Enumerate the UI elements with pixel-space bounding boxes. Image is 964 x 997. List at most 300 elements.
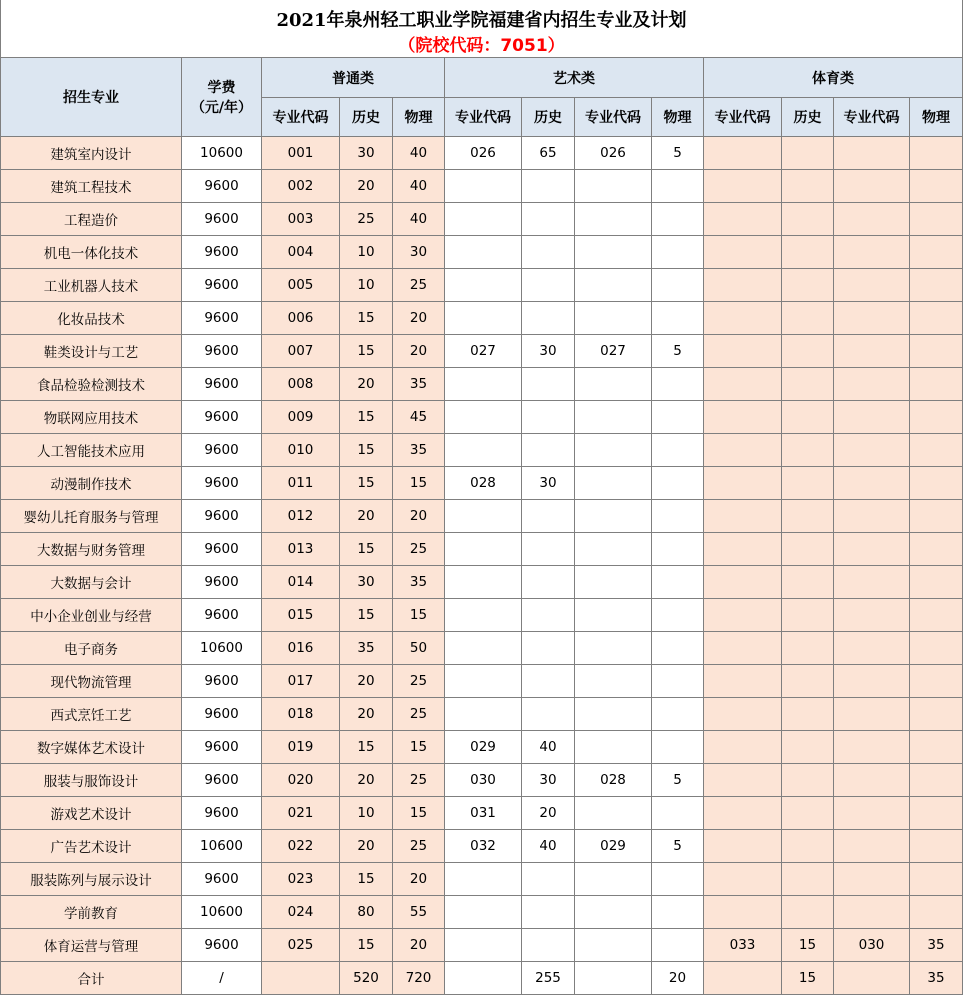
sports-physics-cell xyxy=(910,236,963,269)
general-physics-cell: 40 xyxy=(393,137,445,170)
art-code-physics-cell xyxy=(575,269,652,302)
major-name-cell: 大数据与财务管理 xyxy=(1,533,182,566)
sports-history-cell xyxy=(782,764,834,797)
sports-physics-cell xyxy=(910,665,963,698)
sports-code-history-cell xyxy=(704,434,782,467)
sports-code-physics-cell xyxy=(834,236,910,269)
art-history-cell xyxy=(522,269,575,302)
major-name-cell: 中小企业创业与经营 xyxy=(1,599,182,632)
sports-code-history-cell xyxy=(704,302,782,335)
general-code-cell: 018 xyxy=(262,698,340,731)
art-code-history-cell xyxy=(445,269,522,302)
header-sub: 历史 xyxy=(782,98,834,137)
sports-code-physics-cell xyxy=(834,434,910,467)
art-code-physics-cell xyxy=(575,236,652,269)
art-code-history-cell xyxy=(445,236,522,269)
tuition-fee-cell: 10600 xyxy=(182,137,262,170)
general-code-cell: 016 xyxy=(262,632,340,665)
sports-code-physics-cell xyxy=(834,665,910,698)
art-physics-cell xyxy=(652,566,704,599)
general-physics-cell: 35 xyxy=(393,434,445,467)
sports-physics-cell xyxy=(910,698,963,731)
header-sub: 专业代码 xyxy=(262,98,340,137)
art-code-physics-cell xyxy=(575,170,652,203)
general-code-cell: 015 xyxy=(262,599,340,632)
general-physics-cell: 25 xyxy=(393,698,445,731)
sports-history-cell xyxy=(782,797,834,830)
general-history-cell: 25 xyxy=(340,203,393,236)
art-history-cell xyxy=(522,236,575,269)
sports-code-physics-cell xyxy=(834,335,910,368)
major-name-cell: 机电一体化技术 xyxy=(1,236,182,269)
sports-code-physics-cell xyxy=(834,896,910,929)
general-history-cell: 20 xyxy=(340,698,393,731)
table-row xyxy=(1,500,963,533)
general-physics-cell: 50 xyxy=(393,632,445,665)
sports-code-physics-cell xyxy=(834,566,910,599)
art-code-history-cell xyxy=(445,632,522,665)
sports-code-history-cell xyxy=(704,170,782,203)
major-name-cell: 化妆品技术 xyxy=(1,302,182,335)
art-code-physics-cell: 027 xyxy=(575,335,652,368)
sports-history-cell xyxy=(782,731,834,764)
general-physics-cell: 30 xyxy=(393,236,445,269)
art-history-cell: 65 xyxy=(522,137,575,170)
general-history-cell: 30 xyxy=(340,566,393,599)
sports-history-cell xyxy=(782,170,834,203)
general-history-cell: 15 xyxy=(340,467,393,500)
sports-physics-cell: 35 xyxy=(910,962,963,995)
major-name-cell: 服装与服饰设计 xyxy=(1,764,182,797)
art-code-physics-cell xyxy=(575,665,652,698)
art-code-history-cell: 029 xyxy=(445,731,522,764)
table-row xyxy=(1,566,963,599)
major-name-cell: 工程造价 xyxy=(1,203,182,236)
sports-code-history-cell xyxy=(704,797,782,830)
art-code-history-cell: 028 xyxy=(445,467,522,500)
art-history-cell xyxy=(522,929,575,962)
art-history-cell: 30 xyxy=(522,764,575,797)
art-physics-cell xyxy=(652,797,704,830)
sports-physics-cell xyxy=(910,764,963,797)
general-physics-cell: 20 xyxy=(393,335,445,368)
general-physics-cell: 20 xyxy=(393,863,445,896)
tuition-fee-cell: 9600 xyxy=(182,731,262,764)
general-code-cell: 008 xyxy=(262,368,340,401)
sports-code-physics-cell xyxy=(834,698,910,731)
header-sub: 专业代码 xyxy=(704,98,782,137)
sports-physics-cell xyxy=(910,830,963,863)
art-code-physics-cell xyxy=(575,797,652,830)
general-history-cell: 15 xyxy=(340,533,393,566)
art-physics-cell xyxy=(652,236,704,269)
table-row xyxy=(1,368,963,401)
tuition-fee-cell: 9600 xyxy=(182,170,262,203)
art-code-physics-cell xyxy=(575,896,652,929)
general-history-cell: 15 xyxy=(340,434,393,467)
general-history-cell: 20 xyxy=(340,368,393,401)
sports-history-cell: 15 xyxy=(782,962,834,995)
art-code-physics-cell xyxy=(575,698,652,731)
tuition-fee-cell: 9600 xyxy=(182,401,262,434)
art-code-history-cell xyxy=(445,401,522,434)
table-row xyxy=(1,632,963,665)
art-code-physics-cell xyxy=(575,368,652,401)
sports-code-history-cell xyxy=(704,500,782,533)
general-history-cell: 20 xyxy=(340,665,393,698)
sports-physics-cell xyxy=(910,863,963,896)
title-block xyxy=(0,0,963,57)
sports-code-physics-cell: 030 xyxy=(834,929,910,962)
header-row-groups xyxy=(1,58,963,98)
art-physics-cell xyxy=(652,896,704,929)
header-fee xyxy=(182,58,262,137)
header-sub: 历史 xyxy=(522,98,575,137)
general-physics-cell: 20 xyxy=(393,500,445,533)
tuition-fee-cell: 9600 xyxy=(182,863,262,896)
art-code-physics-cell: 028 xyxy=(575,764,652,797)
tuition-fee-cell: 9600 xyxy=(182,335,262,368)
sports-history-cell xyxy=(782,599,834,632)
general-code-cell: 007 xyxy=(262,335,340,368)
general-physics-cell: 25 xyxy=(393,269,445,302)
sports-code-history-cell xyxy=(704,335,782,368)
art-history-cell xyxy=(522,896,575,929)
art-history-cell: 30 xyxy=(522,467,575,500)
sports-history-cell xyxy=(782,203,834,236)
sports-code-history-cell xyxy=(704,764,782,797)
sports-physics-cell xyxy=(910,434,963,467)
art-physics-cell: 5 xyxy=(652,137,704,170)
art-code-physics-cell xyxy=(575,533,652,566)
sports-code-history-cell xyxy=(704,269,782,302)
general-history-cell: 35 xyxy=(340,632,393,665)
sports-code-physics-cell xyxy=(834,203,910,236)
art-code-physics-cell xyxy=(575,434,652,467)
general-code-cell: 017 xyxy=(262,665,340,698)
general-physics-cell: 25 xyxy=(393,533,445,566)
sports-code-physics-cell xyxy=(834,797,910,830)
table-row xyxy=(1,830,963,863)
tuition-fee-cell: 9600 xyxy=(182,236,262,269)
table-row xyxy=(1,797,963,830)
sports-code-history-cell xyxy=(704,731,782,764)
art-code-physics-cell xyxy=(575,467,652,500)
sports-physics-cell xyxy=(910,335,963,368)
art-history-cell: 30 xyxy=(522,335,575,368)
header-major: 招生专业 xyxy=(1,58,182,137)
tuition-fee-cell: 10600 xyxy=(182,830,262,863)
sports-code-history-cell xyxy=(704,665,782,698)
table-row xyxy=(1,236,963,269)
tuition-fee-cell: 9600 xyxy=(182,764,262,797)
sports-code-history-cell xyxy=(704,203,782,236)
sports-code-history-cell xyxy=(704,962,782,995)
art-code-physics-cell xyxy=(575,566,652,599)
general-code-cell: 022 xyxy=(262,830,340,863)
general-history-cell: 15 xyxy=(340,335,393,368)
tuition-fee-cell: 9600 xyxy=(182,269,262,302)
table-row xyxy=(1,698,963,731)
art-code-history-cell xyxy=(445,863,522,896)
general-code-cell: 021 xyxy=(262,797,340,830)
tuition-fee-cell: 9600 xyxy=(182,434,262,467)
sports-code-history-cell xyxy=(704,599,782,632)
general-code-cell: 012 xyxy=(262,500,340,533)
sports-history-cell xyxy=(782,137,834,170)
art-physics-cell xyxy=(652,170,704,203)
sports-physics-cell xyxy=(910,269,963,302)
art-code-physics-cell: 029 xyxy=(575,830,652,863)
sports-code-history-cell xyxy=(704,830,782,863)
art-history-cell: 255 xyxy=(522,962,575,995)
header-sub: 物理 xyxy=(910,98,963,137)
general-code-cell: 025 xyxy=(262,929,340,962)
major-name-cell: 数字媒体艺术设计 xyxy=(1,731,182,764)
sports-physics-cell xyxy=(910,170,963,203)
art-history-cell xyxy=(522,665,575,698)
art-code-history-cell: 027 xyxy=(445,335,522,368)
tuition-fee-cell: 9600 xyxy=(182,467,262,500)
general-physics-cell: 35 xyxy=(393,566,445,599)
art-history-cell xyxy=(522,632,575,665)
table-row xyxy=(1,863,963,896)
sports-physics-cell xyxy=(910,533,963,566)
major-name-cell: 电子商务 xyxy=(1,632,182,665)
general-code-cell: 004 xyxy=(262,236,340,269)
art-physics-cell xyxy=(652,302,704,335)
art-history-cell xyxy=(522,170,575,203)
art-history-cell xyxy=(522,533,575,566)
sports-code-history-cell xyxy=(704,533,782,566)
general-physics-cell: 25 xyxy=(393,665,445,698)
art-code-history-cell xyxy=(445,665,522,698)
tuition-fee-cell: 10600 xyxy=(182,896,262,929)
sports-history-cell xyxy=(782,830,834,863)
tuition-fee-cell: / xyxy=(182,962,262,995)
art-physics-cell xyxy=(652,500,704,533)
sports-history-cell xyxy=(782,236,834,269)
table-row xyxy=(1,203,963,236)
general-code-cell: 009 xyxy=(262,401,340,434)
art-physics-cell xyxy=(652,401,704,434)
general-code-cell: 014 xyxy=(262,566,340,599)
general-code-cell: 002 xyxy=(262,170,340,203)
sports-history-cell xyxy=(782,698,834,731)
art-history-cell xyxy=(522,500,575,533)
art-code-history-cell xyxy=(445,566,522,599)
art-code-physics-cell xyxy=(575,929,652,962)
sports-code-physics-cell xyxy=(834,170,910,203)
art-code-history-cell xyxy=(445,962,522,995)
header-fee-line2: （元/年） xyxy=(190,100,253,116)
table-row xyxy=(1,533,963,566)
general-code-cell xyxy=(262,962,340,995)
general-history-cell: 520 xyxy=(340,962,393,995)
general-history-cell: 10 xyxy=(340,269,393,302)
sports-code-history-cell xyxy=(704,401,782,434)
general-physics-cell: 720 xyxy=(393,962,445,995)
sports-code-physics-cell xyxy=(834,962,910,995)
sports-physics-cell xyxy=(910,467,963,500)
art-code-physics-cell xyxy=(575,632,652,665)
header-fee-line1: 学费 xyxy=(207,80,236,96)
sports-code-physics-cell xyxy=(834,302,910,335)
general-history-cell: 15 xyxy=(340,302,393,335)
art-code-history-cell xyxy=(445,302,522,335)
art-physics-cell xyxy=(652,368,704,401)
art-history-cell xyxy=(522,302,575,335)
general-physics-cell: 15 xyxy=(393,731,445,764)
major-name-cell: 建筑工程技术 xyxy=(1,170,182,203)
general-physics-cell: 45 xyxy=(393,401,445,434)
art-physics-cell xyxy=(652,434,704,467)
sports-physics-cell xyxy=(910,137,963,170)
art-code-physics-cell xyxy=(575,401,652,434)
sports-physics-cell xyxy=(910,203,963,236)
table-row xyxy=(1,137,963,170)
tuition-fee-cell: 9600 xyxy=(182,698,262,731)
tuition-fee-cell: 9600 xyxy=(182,203,262,236)
sports-physics-cell xyxy=(910,896,963,929)
header-sub: 物理 xyxy=(652,98,704,137)
sports-code-history-cell xyxy=(704,698,782,731)
art-code-history-cell: 026 xyxy=(445,137,522,170)
general-physics-cell: 15 xyxy=(393,797,445,830)
art-history-cell xyxy=(522,401,575,434)
general-physics-cell: 20 xyxy=(393,929,445,962)
sports-physics-cell xyxy=(910,302,963,335)
general-physics-cell: 15 xyxy=(393,599,445,632)
art-history-cell xyxy=(522,863,575,896)
sports-history-cell xyxy=(782,533,834,566)
general-code-cell: 001 xyxy=(262,137,340,170)
art-history-cell: 20 xyxy=(522,797,575,830)
art-code-history-cell xyxy=(445,500,522,533)
major-name-cell: 游戏艺术设计 xyxy=(1,797,182,830)
general-code-cell: 005 xyxy=(262,269,340,302)
general-history-cell: 15 xyxy=(340,731,393,764)
art-history-cell xyxy=(522,434,575,467)
general-history-cell: 15 xyxy=(340,599,393,632)
tuition-fee-cell: 9600 xyxy=(182,500,262,533)
total-row xyxy=(1,962,963,995)
art-physics-cell xyxy=(652,731,704,764)
art-code-physics-cell: 026 xyxy=(575,137,652,170)
general-physics-cell: 55 xyxy=(393,896,445,929)
general-physics-cell: 35 xyxy=(393,368,445,401)
general-code-cell: 003 xyxy=(262,203,340,236)
page-title: 2021年泉州轻工职业学院福建省内招生专业及计划 xyxy=(276,10,687,31)
art-code-physics-cell xyxy=(575,863,652,896)
general-physics-cell: 15 xyxy=(393,467,445,500)
sports-history-cell xyxy=(782,566,834,599)
sports-history-cell xyxy=(782,269,834,302)
table-row xyxy=(1,665,963,698)
tuition-fee-cell: 9600 xyxy=(182,302,262,335)
general-history-cell: 15 xyxy=(340,863,393,896)
art-code-physics-cell xyxy=(575,731,652,764)
general-code-cell: 013 xyxy=(262,533,340,566)
sports-history-cell xyxy=(782,665,834,698)
header-group-general: 普通类 xyxy=(262,58,445,98)
art-code-history-cell xyxy=(445,929,522,962)
major-name-cell: 婴幼儿托育服务与管理 xyxy=(1,500,182,533)
sports-physics-cell xyxy=(910,731,963,764)
art-code-physics-cell xyxy=(575,500,652,533)
sports-history-cell xyxy=(782,863,834,896)
major-name-cell: 动漫制作技术 xyxy=(1,467,182,500)
sports-code-physics-cell xyxy=(834,731,910,764)
general-physics-cell: 25 xyxy=(393,830,445,863)
sports-history-cell xyxy=(782,434,834,467)
table-row xyxy=(1,929,963,962)
general-code-cell: 011 xyxy=(262,467,340,500)
general-physics-cell: 25 xyxy=(393,764,445,797)
table-row xyxy=(1,467,963,500)
header-sub: 专业代码 xyxy=(575,98,652,137)
sports-history-cell xyxy=(782,401,834,434)
art-history-cell xyxy=(522,368,575,401)
sports-history-cell: 15 xyxy=(782,929,834,962)
major-name-cell: 大数据与会计 xyxy=(1,566,182,599)
major-name-cell: 食品检验检测技术 xyxy=(1,368,182,401)
tuition-fee-cell: 9600 xyxy=(182,665,262,698)
sports-code-physics-cell xyxy=(834,599,910,632)
general-code-cell: 023 xyxy=(262,863,340,896)
table-row xyxy=(1,302,963,335)
major-name-cell: 人工智能技术应用 xyxy=(1,434,182,467)
major-name-cell: 学前教育 xyxy=(1,896,182,929)
general-code-cell: 010 xyxy=(262,434,340,467)
general-history-cell: 15 xyxy=(340,929,393,962)
sports-history-cell xyxy=(782,896,834,929)
tuition-fee-cell: 9600 xyxy=(182,368,262,401)
table-row xyxy=(1,170,963,203)
enrollment-plan-table xyxy=(0,57,963,995)
art-physics-cell: 5 xyxy=(652,335,704,368)
table-row xyxy=(1,434,963,467)
sports-code-history-cell xyxy=(704,467,782,500)
header-group-sports: 体育类 xyxy=(704,58,963,98)
sports-code-physics-cell xyxy=(834,137,910,170)
art-code-history-cell xyxy=(445,434,522,467)
art-history-cell xyxy=(522,698,575,731)
art-code-history-cell xyxy=(445,533,522,566)
sports-code-physics-cell xyxy=(834,269,910,302)
sports-code-physics-cell xyxy=(834,467,910,500)
general-physics-cell: 40 xyxy=(393,203,445,236)
tuition-fee-cell: 9600 xyxy=(182,929,262,962)
art-code-history-cell: 031 xyxy=(445,797,522,830)
sports-physics-cell: 35 xyxy=(910,929,963,962)
art-history-cell xyxy=(522,599,575,632)
sports-code-history-cell xyxy=(704,896,782,929)
sports-code-history-cell xyxy=(704,566,782,599)
table-row xyxy=(1,269,963,302)
art-history-cell: 40 xyxy=(522,830,575,863)
tuition-fee-cell: 10600 xyxy=(182,632,262,665)
general-history-cell: 20 xyxy=(340,500,393,533)
table-row xyxy=(1,764,963,797)
major-name-cell: 鞋类设计与工艺 xyxy=(1,335,182,368)
header-sub: 物理 xyxy=(393,98,445,137)
major-name-cell: 合计 xyxy=(1,962,182,995)
art-code-history-cell xyxy=(445,896,522,929)
major-name-cell: 广告艺术设计 xyxy=(1,830,182,863)
sports-physics-cell xyxy=(910,632,963,665)
table-row xyxy=(1,599,963,632)
